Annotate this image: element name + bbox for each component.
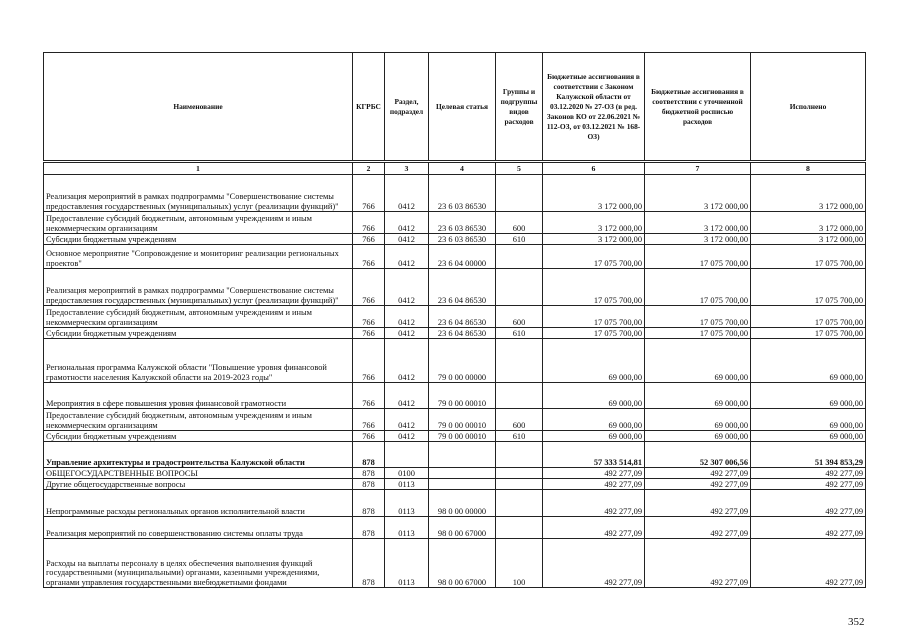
header-alloc-law: Бюджетные ассигнования в соответствии с Законом Калужской области от 03.12.2020 № 27-ОЗ (в ред. Законов КО от 22.06.2021 № 112-ОЗ, от 03.12.2021 № 168-ОЗ): [543, 53, 645, 162]
row-alloc-law: 17 075 700,00: [543, 328, 645, 339]
row-alloc-law: 17 075 700,00: [543, 306, 645, 328]
table-row: [44, 328, 866, 339]
row-name: Реализация мероприятий по совершенствованию системы оплаты труда: [44, 517, 353, 539]
row-kgrbs: 766: [353, 245, 385, 269]
row-alloc-list: 69 000,00: [645, 431, 751, 442]
row-target: 98 0 00 67000: [429, 517, 496, 539]
row-target: 23 6 03 86530: [429, 175, 496, 212]
table-row: [44, 517, 866, 539]
row-name: Субсидии бюджетным учреждениям: [44, 234, 353, 245]
row-executed: 69 000,00: [751, 409, 866, 431]
row-group: [496, 479, 543, 490]
row-group: [496, 468, 543, 479]
column-number: 2: [353, 162, 385, 175]
page-number: 352: [848, 616, 865, 628]
row-executed: 492 277,09: [751, 490, 866, 517]
row-kgrbs: 878: [353, 468, 385, 479]
table-row: [44, 212, 866, 234]
row-kgrbs: 766: [353, 306, 385, 328]
row-alloc-law: 3 172 000,00: [543, 234, 645, 245]
row-section: [385, 442, 429, 468]
row-alloc-law: 17 075 700,00: [543, 245, 645, 269]
header-kgrbs: КГРБС: [353, 53, 385, 162]
row-name: Субсидии бюджетным учреждениям: [44, 431, 353, 442]
row-section: 0412: [385, 383, 429, 409]
row-section: 0113: [385, 539, 429, 588]
row-name: Непрограммные расходы региональных органов исполнительной власти: [44, 490, 353, 517]
table-row: [44, 442, 866, 468]
column-number: 1: [44, 162, 353, 175]
row-executed: 17 075 700,00: [751, 245, 866, 269]
row-alloc-list: 492 277,09: [645, 468, 751, 479]
row-section: 0113: [385, 490, 429, 517]
column-number-row: [44, 162, 866, 175]
table-row: [44, 306, 866, 328]
row-group: 600: [496, 212, 543, 234]
row-alloc-list: 17 075 700,00: [645, 245, 751, 269]
row-section: 0412: [385, 431, 429, 442]
header-alloc-list: Бюджетные ассигнования в соответствии с уточненной бюджетной росписью расходов: [645, 53, 751, 162]
row-section: 0412: [385, 409, 429, 431]
row-name: Реализация мероприятий в рамках подпрограммы "Совершенствование системы предоставления государственных (муниципальных) услуг (реализации функций)": [44, 269, 353, 306]
column-number: 3: [385, 162, 429, 175]
row-executed: 3 172 000,00: [751, 212, 866, 234]
header-executed: Исполнено: [751, 53, 866, 162]
row-target: [429, 442, 496, 468]
row-alloc-list: 492 277,09: [645, 479, 751, 490]
row-name: Основное мероприятие "Сопровождение и мониторинг реализации региональных проектов": [44, 245, 353, 269]
row-alloc-law: 57 333 514,81: [543, 442, 645, 468]
row-group: [496, 383, 543, 409]
row-name: Расходы на выплаты персоналу в целях обеспечения выполнения функций государственными (муниципальными) органами, казенными учреждениями, органами управления государственными внебюджетными фондами: [44, 539, 353, 588]
row-section: 0412: [385, 212, 429, 234]
row-executed: 3 172 000,00: [751, 175, 866, 212]
row-kgrbs: 878: [353, 517, 385, 539]
row-alloc-list: 17 075 700,00: [645, 269, 751, 306]
row-alloc-law: 3 172 000,00: [543, 212, 645, 234]
row-alloc-list: 492 277,09: [645, 517, 751, 539]
table-row: [44, 479, 866, 490]
row-executed: 69 000,00: [751, 339, 866, 383]
column-number: 5: [496, 162, 543, 175]
row-target: 23 6 04 86530: [429, 328, 496, 339]
row-kgrbs: 766: [353, 431, 385, 442]
row-group: [496, 339, 543, 383]
row-section: 0412: [385, 234, 429, 245]
row-executed: 69 000,00: [751, 431, 866, 442]
row-kgrbs: 878: [353, 490, 385, 517]
row-group: 610: [496, 431, 543, 442]
row-alloc-list: 3 172 000,00: [645, 212, 751, 234]
row-alloc-law: 69 000,00: [543, 339, 645, 383]
row-alloc-law: 69 000,00: [543, 409, 645, 431]
row-kgrbs: 766: [353, 409, 385, 431]
row-alloc-law: 492 277,09: [543, 539, 645, 588]
row-alloc-list: 69 000,00: [645, 383, 751, 409]
table-row: [44, 409, 866, 431]
table-row: [44, 339, 866, 383]
table-row: [44, 539, 866, 588]
column-number: 8: [751, 162, 866, 175]
row-group: 100: [496, 539, 543, 588]
row-kgrbs: 766: [353, 234, 385, 245]
row-target: 23 6 04 00000: [429, 245, 496, 269]
row-name: Региональная программа Калужской области "Повышение уровня финансовой грамотности населения Калужской области на 2019-2023 годы": [44, 339, 353, 383]
table-row: [44, 383, 866, 409]
row-group: [496, 490, 543, 517]
row-executed: 492 277,09: [751, 539, 866, 588]
row-section: 0412: [385, 175, 429, 212]
table-row: [44, 468, 866, 479]
row-section: 0113: [385, 479, 429, 490]
row-alloc-list: 17 075 700,00: [645, 328, 751, 339]
header-groups: Группы и подгруппы видов расходов: [496, 53, 543, 162]
row-alloc-law: 69 000,00: [543, 383, 645, 409]
row-name: Управление архитектуры и градостроительства Калужской области: [44, 442, 353, 468]
table-row: [44, 234, 866, 245]
row-executed: 17 075 700,00: [751, 328, 866, 339]
row-kgrbs: 766: [353, 269, 385, 306]
row-executed: 3 172 000,00: [751, 234, 866, 245]
row-alloc-list: 69 000,00: [645, 339, 751, 383]
row-section: 0412: [385, 245, 429, 269]
row-name: Реализация мероприятий в рамках подпрограммы "Совершенствование системы предоставления государственных (муниципальных) услуг (реализации функций)": [44, 175, 353, 212]
budget-table: [43, 52, 866, 588]
row-target: 23 6 03 86530: [429, 234, 496, 245]
row-name: Предоставление субсидий бюджетным, автономным учреждениям и иным некоммерческим организациям: [44, 306, 353, 328]
row-kgrbs: 766: [353, 383, 385, 409]
row-target: [429, 468, 496, 479]
row-target: 98 0 00 00000: [429, 490, 496, 517]
row-target: 23 6 03 86530: [429, 212, 496, 234]
row-kgrbs: 878: [353, 442, 385, 468]
row-kgrbs: 766: [353, 175, 385, 212]
header-row: [44, 53, 866, 162]
row-name: Субсидии бюджетным учреждениям: [44, 328, 353, 339]
row-section: 0412: [385, 339, 429, 383]
row-alloc-list: 3 172 000,00: [645, 234, 751, 245]
row-section: 0412: [385, 306, 429, 328]
header-section: Раздел, подраздел: [385, 53, 429, 162]
row-executed: 492 277,09: [751, 517, 866, 539]
column-number: 4: [429, 162, 496, 175]
row-alloc-list: 3 172 000,00: [645, 175, 751, 212]
row-alloc-list: 492 277,09: [645, 490, 751, 517]
row-group: [496, 517, 543, 539]
table-row: [44, 269, 866, 306]
row-alloc-law: 492 277,09: [543, 479, 645, 490]
row-alloc-law: 17 075 700,00: [543, 269, 645, 306]
row-target: 79 0 00 00010: [429, 383, 496, 409]
row-kgrbs: 878: [353, 539, 385, 588]
row-name: Предоставление субсидий бюджетным, автономным учреждениям и иным некоммерческим организациям: [44, 212, 353, 234]
row-executed: 17 075 700,00: [751, 306, 866, 328]
row-section: 0113: [385, 517, 429, 539]
row-alloc-law: 69 000,00: [543, 431, 645, 442]
row-alloc-law: 3 172 000,00: [543, 175, 645, 212]
row-target: 98 0 00 67000: [429, 539, 496, 588]
row-group: [496, 175, 543, 212]
row-target: [429, 479, 496, 490]
row-executed: 492 277,09: [751, 468, 866, 479]
header-target: Целевая статья: [429, 53, 496, 162]
row-group: 600: [496, 409, 543, 431]
row-executed: 69 000,00: [751, 383, 866, 409]
row-alloc-law: 492 277,09: [543, 468, 645, 479]
row-kgrbs: 878: [353, 479, 385, 490]
row-executed: 492 277,09: [751, 479, 866, 490]
row-kgrbs: 766: [353, 328, 385, 339]
row-name: ОБЩЕГОСУДАРСТВЕННЫЕ ВОПРОСЫ: [44, 468, 353, 479]
row-alloc-list: 492 277,09: [645, 539, 751, 588]
row-section: 0100: [385, 468, 429, 479]
row-name: Предоставление субсидий бюджетным, автономным учреждениям и иным некоммерческим организациям: [44, 409, 353, 431]
row-section: 0412: [385, 269, 429, 306]
row-target: 23 6 04 86530: [429, 306, 496, 328]
row-kgrbs: 766: [353, 339, 385, 383]
column-number: 6: [543, 162, 645, 175]
row-name: Мероприятия в сфере повышения уровня финансовой грамотности: [44, 383, 353, 409]
row-group: 610: [496, 234, 543, 245]
table-row: [44, 431, 866, 442]
row-alloc-list: 52 307 006,56: [645, 442, 751, 468]
row-target: 79 0 00 00000: [429, 339, 496, 383]
row-group: 610: [496, 328, 543, 339]
table-row: [44, 490, 866, 517]
row-executed: 51 394 853,29: [751, 442, 866, 468]
row-group: [496, 442, 543, 468]
row-target: 79 0 00 00010: [429, 409, 496, 431]
column-number: 7: [645, 162, 751, 175]
row-name: Другие общегосударственные вопросы: [44, 479, 353, 490]
row-kgrbs: 766: [353, 212, 385, 234]
row-target: 23 6 04 86530: [429, 269, 496, 306]
table-row: [44, 175, 866, 212]
row-alloc-list: 17 075 700,00: [645, 306, 751, 328]
row-group: [496, 269, 543, 306]
row-alloc-list: 69 000,00: [645, 409, 751, 431]
row-alloc-law: 492 277,09: [543, 517, 645, 539]
row-alloc-law: 492 277,09: [543, 490, 645, 517]
row-section: 0412: [385, 328, 429, 339]
row-group: [496, 245, 543, 269]
header-name: Наименование: [44, 53, 353, 162]
row-group: 600: [496, 306, 543, 328]
table-row: [44, 245, 866, 269]
row-target: 79 0 00 00010: [429, 431, 496, 442]
row-executed: 17 075 700,00: [751, 269, 866, 306]
